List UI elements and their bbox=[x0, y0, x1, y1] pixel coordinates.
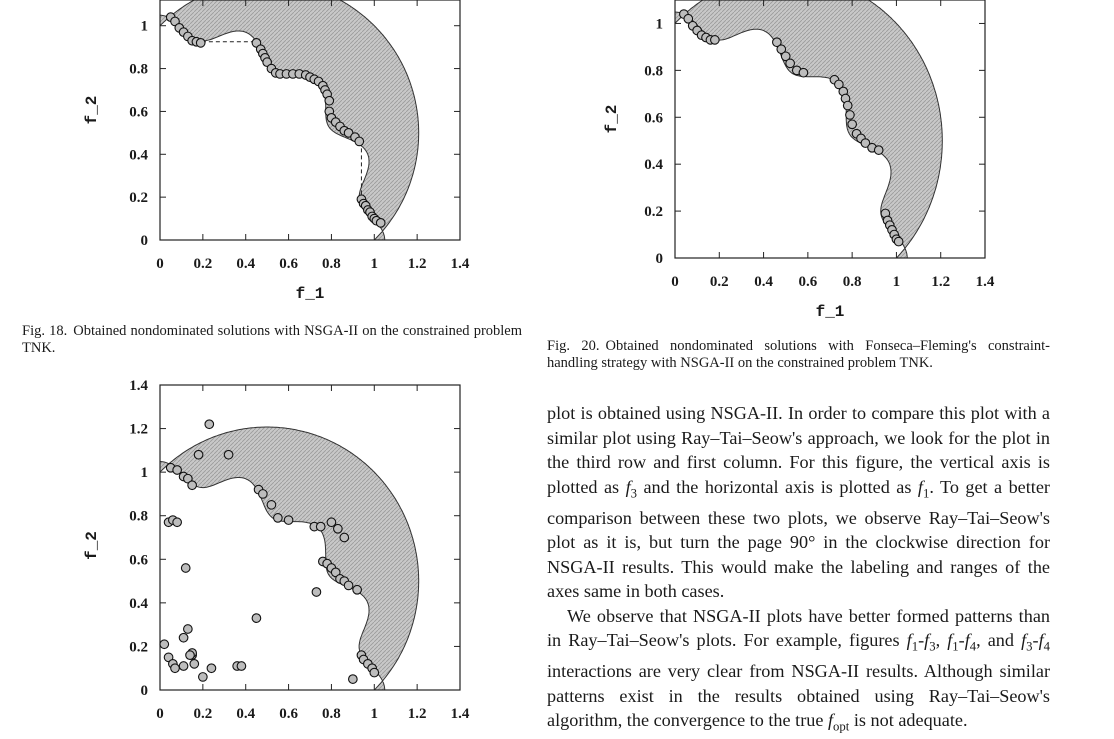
data-point bbox=[274, 514, 283, 523]
data-point bbox=[786, 59, 795, 68]
x-tick-label: 0.4 bbox=[754, 274, 773, 290]
x-tick-label: 1.2 bbox=[407, 706, 427, 722]
data-point bbox=[252, 614, 261, 623]
data-point bbox=[190, 660, 199, 669]
x-tick-label: 0.8 bbox=[842, 274, 862, 290]
y-axis-label: f_2 bbox=[83, 531, 101, 560]
y-axis-label: f_2 bbox=[83, 95, 101, 125]
fig20-caption-text: Obtained nondominated solutions with Fonseca–Fleming's constraint-handling strategy with NSGA-II on the constrained problem TNK. bbox=[547, 338, 1051, 371]
feasible-region bbox=[160, 0, 419, 240]
y-tick-label: 0.2 bbox=[644, 204, 663, 221]
data-point bbox=[327, 518, 336, 527]
y-tick-label: 0.4 bbox=[644, 157, 663, 174]
fig20-caption bbox=[547, 338, 1050, 372]
x-tick-label: 1.2 bbox=[407, 256, 427, 272]
plot-frame bbox=[160, 385, 460, 690]
data-point bbox=[846, 111, 855, 120]
body-paragraph-1: plot is obtained using NSGA-II. In order to compare this plot with a similar plot using Ray–Tai–Seow's approach, we look for the plot in the third row and first column. For this figure, the vertical axis is plotted as $f_3$ and the horizontal axis is plotted as $f_1$. To get a better comparison between these two plots, we observe Ray–Tai–Seow's plot as it is, but turn the page 90° in the clockwise direction for NSGA-II results. This would make the labeling and ranges of the axes same in both cases. bbox=[547, 403, 1050, 602]
data-point bbox=[259, 490, 268, 499]
fig18-caption-number: Fig. 18. bbox=[22, 323, 68, 339]
x-tick-label: 0.6 bbox=[798, 274, 818, 290]
x-tick-label: 0.2 bbox=[709, 274, 729, 290]
data-point bbox=[848, 120, 857, 129]
x-tick-label: 1.2 bbox=[931, 274, 951, 290]
data-point bbox=[184, 625, 193, 634]
x-axis-label: f_1 bbox=[815, 303, 845, 321]
x-tick-label: 0.8 bbox=[322, 256, 341, 272]
x-tick-label: 1.4 bbox=[450, 706, 470, 722]
data-point bbox=[186, 651, 195, 660]
data-point bbox=[160, 640, 169, 649]
data-point bbox=[312, 588, 321, 597]
x-tick-label: 0.6 bbox=[279, 706, 298, 722]
data-point bbox=[171, 664, 180, 673]
data-point bbox=[355, 137, 364, 146]
y-tick-label: 0.6 bbox=[644, 110, 663, 127]
data-point bbox=[370, 668, 379, 677]
y-tick-label: 0 bbox=[655, 251, 663, 267]
y-tick-label: 0.6 bbox=[129, 104, 148, 121]
data-point bbox=[207, 664, 216, 673]
y-tick-label: 1.2 bbox=[129, 421, 148, 438]
fig20-caption-number: Fig. 20. bbox=[547, 338, 600, 354]
fig19-plot bbox=[70, 378, 480, 728]
data-point bbox=[799, 68, 808, 77]
data-point bbox=[196, 39, 205, 48]
data-point bbox=[334, 524, 343, 533]
x-tick-label: 0.2 bbox=[193, 256, 213, 272]
y-tick-label: 0 bbox=[140, 683, 148, 699]
y-tick-label: 0.2 bbox=[129, 190, 148, 207]
x-tick-label: 1 bbox=[370, 706, 379, 722]
data-point bbox=[353, 585, 362, 594]
feasible-region bbox=[160, 427, 419, 690]
y-tick-label: 0.4 bbox=[129, 595, 148, 612]
body-paragraph-2: We observe that NSGA-II plots have better formed patterns than in Ray–Tai–Seow's plots. For example, figures $f_1-f_3$, $f_1-f_4$, and $f_3-f_4$ interactions are very clear from NSGA-II results. Although similar patterns exist in the results obtained using Ray–Tai–Seow's algorithm, the convergence to the true $f_{opt}$ is not adequate. bbox=[547, 605, 1051, 734]
x-tick-label: 0.2 bbox=[193, 706, 213, 722]
data-point bbox=[173, 518, 182, 527]
data-point bbox=[349, 675, 358, 684]
fig20-plot bbox=[590, 0, 1010, 320]
y-tick-label: 0.8 bbox=[644, 63, 663, 80]
y-tick-label: 0 bbox=[140, 233, 148, 249]
data-point bbox=[316, 522, 325, 531]
data-point bbox=[188, 481, 197, 490]
y-tick-label: 0.2 bbox=[129, 639, 148, 656]
y-tick-label: 0.4 bbox=[129, 147, 148, 164]
data-point bbox=[284, 516, 293, 525]
x-tick-label: 0 bbox=[156, 706, 164, 722]
data-point bbox=[340, 533, 349, 542]
y-tick-label: 0.6 bbox=[129, 552, 148, 569]
data-point bbox=[194, 450, 203, 459]
data-point bbox=[894, 237, 903, 246]
y-tick-label: 0.8 bbox=[129, 61, 148, 78]
x-tick-label: 0.6 bbox=[279, 256, 298, 272]
x-tick-label: 1 bbox=[370, 256, 379, 272]
data-point bbox=[205, 420, 214, 429]
body-text bbox=[547, 401, 1050, 739]
y-tick-label: 1 bbox=[655, 16, 663, 33]
x-tick-label: 1.4 bbox=[450, 256, 470, 272]
data-point bbox=[179, 662, 188, 671]
data-point bbox=[325, 96, 334, 105]
data-point bbox=[344, 581, 353, 590]
data-point bbox=[376, 219, 385, 228]
data-point bbox=[173, 466, 182, 475]
y-tick-label: 1.4 bbox=[129, 378, 148, 394]
data-point bbox=[224, 450, 233, 459]
data-point bbox=[843, 101, 852, 110]
x-tick-label: 1.4 bbox=[975, 274, 995, 290]
y-axis-label: f_2 bbox=[603, 104, 621, 134]
y-tick-label: 1 bbox=[140, 465, 148, 482]
fig18-caption-text: Obtained nondominated solutions with NSGA-II on the constrained problem TNK. bbox=[22, 323, 523, 356]
x-tick-label: 1 bbox=[892, 274, 901, 290]
fig18-plot bbox=[70, 0, 480, 305]
x-tick-label: 0.4 bbox=[236, 256, 256, 272]
data-point bbox=[181, 564, 190, 573]
x-tick-label: 0 bbox=[156, 256, 164, 272]
x-tick-label: 0 bbox=[671, 274, 679, 290]
fig18-caption bbox=[22, 323, 522, 357]
y-tick-label: 0.8 bbox=[129, 508, 148, 525]
x-tick-label: 0.8 bbox=[322, 706, 341, 722]
data-point bbox=[199, 673, 208, 682]
data-point bbox=[874, 146, 883, 155]
data-point bbox=[237, 662, 246, 671]
x-tick-label: 0.4 bbox=[236, 706, 256, 722]
data-point bbox=[267, 501, 276, 510]
y-tick-label: 1 bbox=[140, 18, 148, 35]
data-point bbox=[179, 633, 188, 642]
data-point bbox=[711, 36, 720, 45]
x-axis-label: f_1 bbox=[295, 285, 325, 303]
